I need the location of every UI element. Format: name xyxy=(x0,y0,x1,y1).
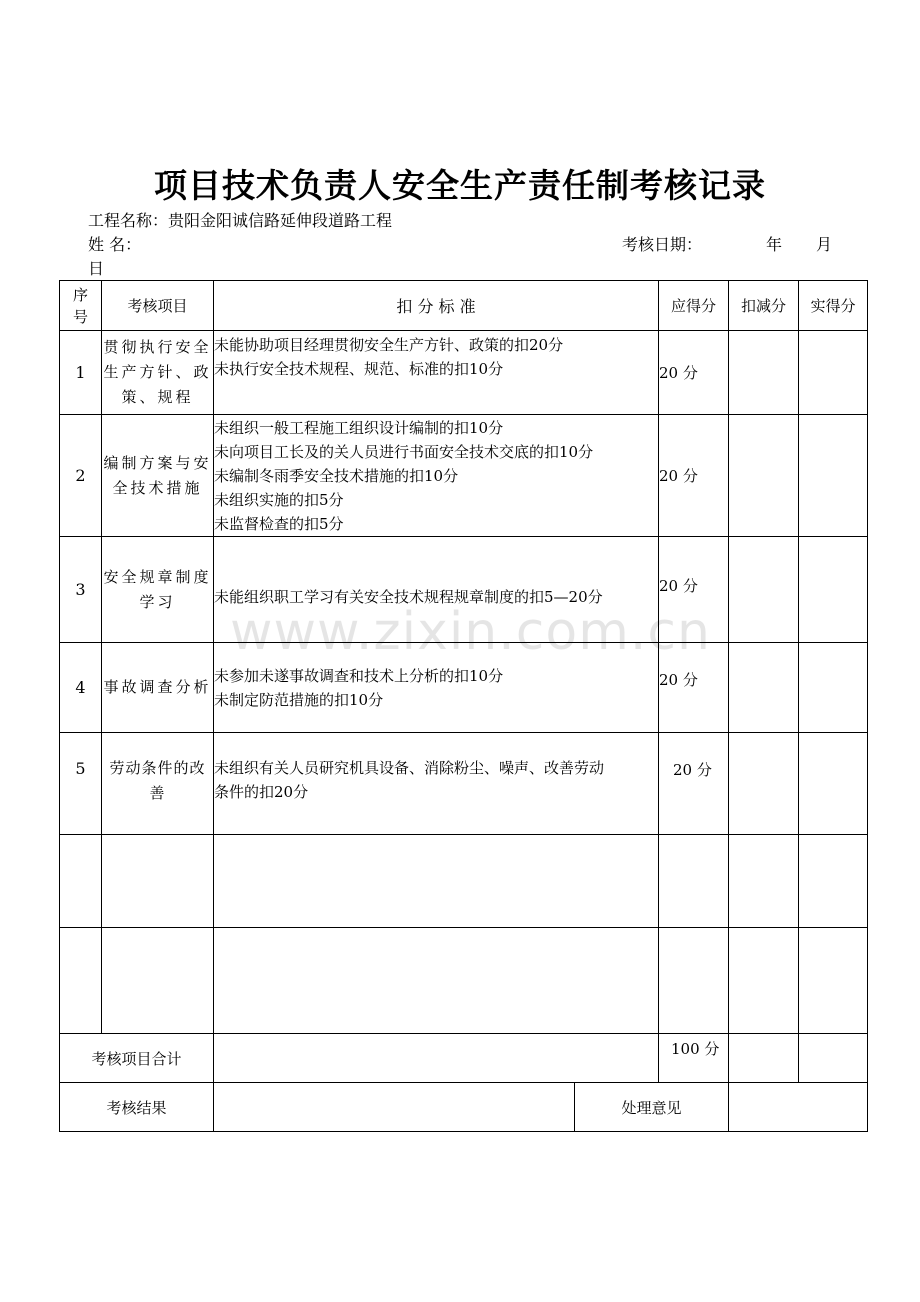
year-label: 年 xyxy=(766,235,783,254)
criteria-line: 未能组织职工学习有关安全技术规程规章制度的扣5—20分 xyxy=(214,587,603,606)
row-deduct-cell[interactable] xyxy=(729,643,799,733)
month-label: 月 xyxy=(816,235,833,254)
empty-cell[interactable] xyxy=(102,928,214,1034)
criteria-line: 未编制冬雨季安全技术措施的扣10分 xyxy=(214,466,459,485)
row-actual-cell[interactable] xyxy=(799,537,868,643)
criteria-line: 未能协助项目经理贯彻安全生产方针、政策的扣20分 xyxy=(214,336,564,354)
header-item: 考核项目 xyxy=(102,281,214,331)
opinion-value-cell[interactable] xyxy=(729,1083,868,1132)
row-actual-cell[interactable] xyxy=(799,643,868,733)
row-item: 事故调查分析 xyxy=(102,643,214,733)
row-criteria xyxy=(214,331,659,415)
day-label: 日 xyxy=(88,259,105,278)
row-seq: 3 xyxy=(60,537,102,643)
criteria-line: 未组织一般工程施工组织设计编制的扣10分 xyxy=(214,418,504,437)
empty-cell[interactable] xyxy=(799,928,868,1034)
row-actual-cell[interactable] xyxy=(799,415,868,537)
result-value-cell[interactable] xyxy=(214,1083,575,1132)
header-deduct-score: 扣减分 xyxy=(729,281,799,331)
header-due-score: 应得分 xyxy=(659,281,729,331)
result-row xyxy=(60,1083,868,1132)
empty-cell[interactable] xyxy=(659,835,729,928)
empty-cell[interactable] xyxy=(214,928,659,1034)
date-label: 考核日期： xyxy=(622,235,703,254)
empty-cell[interactable] xyxy=(102,835,214,928)
row-seq: 4 xyxy=(60,643,102,733)
criteria-line: 未执行安全技术规程、规范、标准的扣10分 xyxy=(214,360,504,378)
row-due-score: 20 分 xyxy=(659,733,729,835)
result-table xyxy=(59,1082,868,1132)
row-criteria xyxy=(214,415,659,537)
row-due-score: 20 分 xyxy=(659,537,729,643)
criteria-line: 未参加未遂事故调查和技术上分析的扣10分 xyxy=(214,666,504,685)
header-row xyxy=(60,281,868,331)
criteria-line: 未向项目工长及的关人员进行书面安全技术交底的扣10分 xyxy=(214,442,594,461)
row-due-score: 20 分 xyxy=(659,331,729,415)
criteria-line: 未组织有关人员研究机具设备、消除粉尘、噪声、改善劳动 xyxy=(214,759,605,777)
empty-cell[interactable] xyxy=(60,835,102,928)
empty-cell[interactable] xyxy=(214,835,659,928)
empty-cell[interactable] xyxy=(659,928,729,1034)
assessment-table xyxy=(59,280,868,1083)
project-name: 工程名称：贵阳金阳诚信路延伸段道路工程 xyxy=(88,211,393,230)
row-deduct-cell[interactable] xyxy=(729,331,799,415)
empty-cell[interactable] xyxy=(729,835,799,928)
total-deduct-cell[interactable] xyxy=(729,1034,799,1083)
row-criteria xyxy=(214,733,659,835)
empty-cell[interactable] xyxy=(729,928,799,1034)
row-item: 劳动条件的改善 xyxy=(102,733,214,835)
empty-cell[interactable] xyxy=(799,835,868,928)
criteria-line: 条件的扣20分 xyxy=(214,783,309,801)
row-seq: 1 xyxy=(60,331,102,415)
watermark: www.zixin.com.cn xyxy=(230,602,711,662)
row-due-score: 20 分 xyxy=(659,643,729,733)
row-deduct-cell[interactable] xyxy=(729,415,799,537)
row-item: 安全规章制度学习 xyxy=(102,537,214,643)
total-row xyxy=(60,1034,868,1083)
table-row xyxy=(60,331,868,415)
table-row xyxy=(60,415,868,537)
row-seq: 5 xyxy=(60,733,102,835)
row-item: 编制方案与安全技术措施 xyxy=(102,415,214,537)
empty-row xyxy=(60,835,868,928)
document-title: 项目技术负责人安全生产责任制考核记录 xyxy=(154,166,766,205)
total-criteria-cell[interactable] xyxy=(214,1034,659,1083)
empty-cell[interactable] xyxy=(60,928,102,1034)
result-label: 考核结果 xyxy=(60,1083,214,1132)
row-item: 贯彻执行安全生产方针、政策、规程 xyxy=(102,331,214,415)
header-criteria: 扣 分 标 准 xyxy=(214,281,659,331)
row-due-score: 20 分 xyxy=(659,415,729,537)
opinion-label: 处理意见 xyxy=(575,1083,729,1132)
criteria-line: 未制定防范措施的扣10分 xyxy=(214,690,384,709)
row-seq: 2 xyxy=(60,415,102,537)
criteria-line: 未组织实施的扣5分 xyxy=(214,490,344,509)
table-row xyxy=(60,733,868,835)
header-seq: 序号 xyxy=(60,281,102,331)
header-actual-score: 实得分 xyxy=(799,281,868,331)
total-value: 100 分 xyxy=(659,1034,729,1083)
row-deduct-cell[interactable] xyxy=(729,537,799,643)
name-field-label: 姓 名： xyxy=(88,235,142,254)
total-actual-cell[interactable] xyxy=(799,1034,868,1083)
total-label: 考核项目合计 xyxy=(60,1034,214,1083)
row-actual-cell[interactable] xyxy=(799,331,868,415)
criteria-line: 未监督检查的扣5分 xyxy=(214,514,344,533)
empty-row xyxy=(60,928,868,1034)
row-deduct-cell[interactable] xyxy=(729,733,799,835)
row-actual-cell[interactable] xyxy=(799,733,868,835)
